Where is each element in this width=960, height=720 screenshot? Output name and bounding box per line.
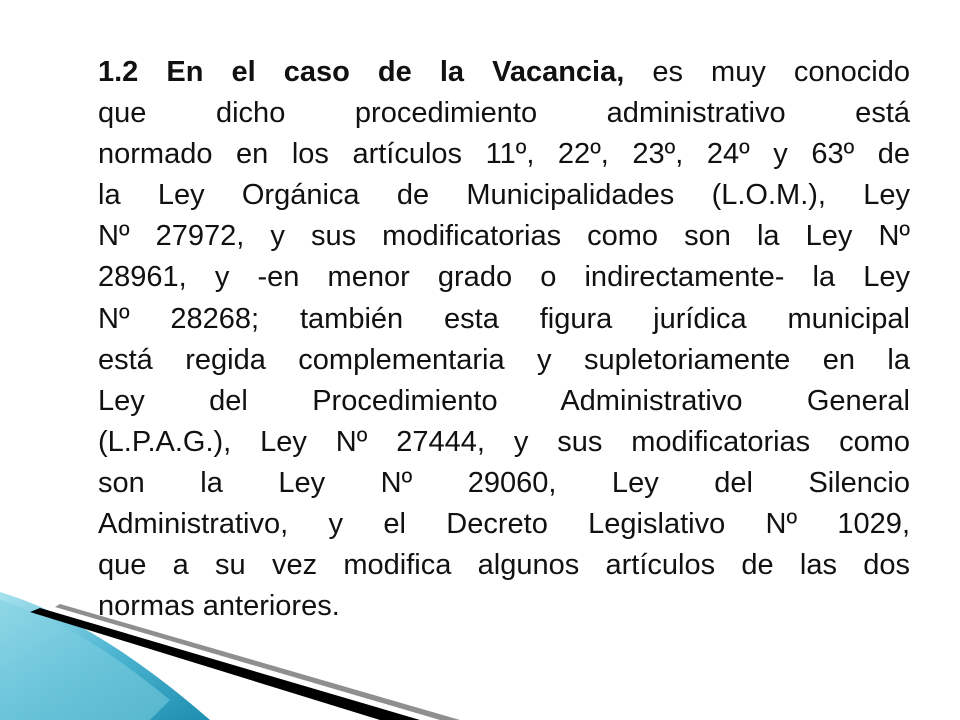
- paragraph: [98, 52, 910, 627]
- paragraph-line-11: son la Ley Nº 29060, Ley del Silencio: [98, 466, 910, 499]
- paragraph-line-3: normado en los artículos 11º, 22º, 23º, 24º y 63º de: [98, 138, 910, 171]
- paragraph-line-5: Nº 27972, y sus modificatorias como son la Ley Nº: [98, 220, 910, 253]
- paragraph-lead: 1.2 En el caso de la Vacancia,: [98, 56, 625, 88]
- paragraph-line-6: 28961, y -en menor grado o indirectamente- la Ley: [98, 261, 910, 294]
- paragraph-line-8: está regida complementaria y supletoriamente en la: [98, 343, 910, 376]
- paragraph-line-10: (L.P.A.G.), Ley Nº 27444, y sus modificatorias como: [98, 425, 910, 458]
- paragraph-line-2: que dicho procedimiento administrativo está: [98, 97, 910, 130]
- paragraph-line-1-text: es muy conocido: [624, 56, 910, 88]
- paragraph-line-12: Administrativo, y el Decreto Legislativo Nº 1029,: [98, 508, 910, 541]
- paragraph-line-13: que a su vez modifica algunos artículos de las dos: [98, 549, 910, 582]
- paragraph-line-14: normas anteriores.: [98, 590, 340, 623]
- paragraph-line-9: Ley del Procedimiento Administrativo General: [98, 384, 910, 417]
- paragraph-line-1: [98, 52, 910, 93]
- paragraph-line-7: Nº 28268; también esta figura jurídica municipal: [98, 302, 910, 335]
- paragraph-line-4: la Ley Orgánica de Municipalidades (L.O.M.), Ley: [98, 179, 910, 212]
